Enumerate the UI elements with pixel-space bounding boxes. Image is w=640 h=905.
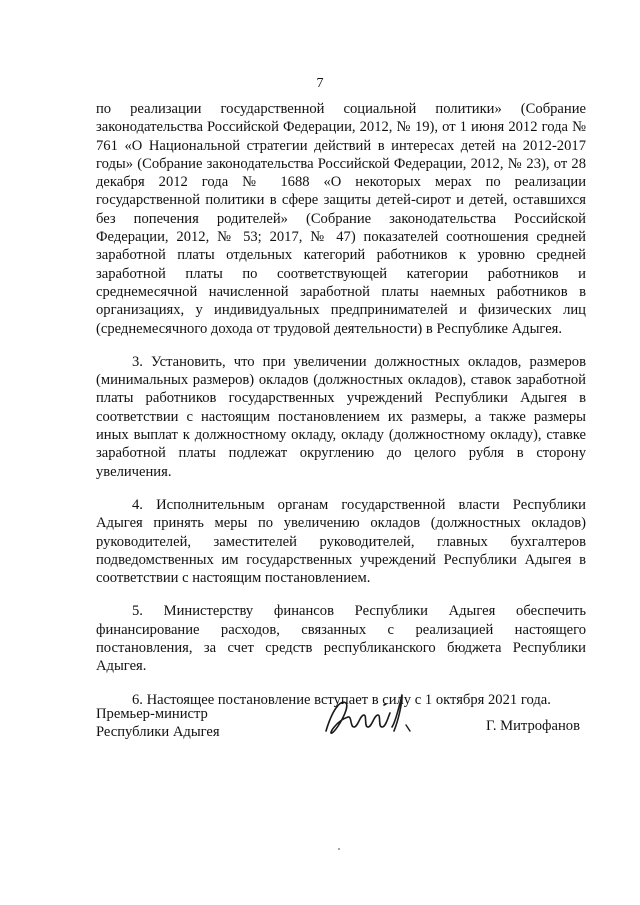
scan-mark bbox=[338, 848, 340, 850]
signatory-title-line-1: Премьер-министр bbox=[96, 706, 208, 722]
paragraph-continuation: по реализации государственной социальной политики» (Собрание законодательства Российской Федерации, 2012, № 19), от 1 июня 2012 года № 761 «О Национальной стратегии действий в интересах детей на 2012-2017 годы» (Собрание законодательства Российской Федерации, 2012, № 23), от 28 декабря 2012 года № 1688 «О некоторых мерах по реализации государственной политики в сфере защиты детей-сирот и детей, оставшихся без попечения родителей» (Собрание законодательства Российской Федерации, 2012, № 53; 2017, № 47) показателей соотношения средней заработной платы отдельных категорий работников к уровню средней заработной платы по соответствующей категории работников и среднемесячной начисленной заработной платы наемных работников в организациях, у индивидуальных предпринимателей и физических лиц (среднемесячного дохода от трудовой деятельности) в Республике Адыгея. bbox=[96, 101, 586, 337]
paragraph-5: 5. Министерству финансов Республики Адыгея обеспечить финансирование расходов, связанных с реализацией настоящего постановления, за счет средств республиканского бюджета Республики Адыгея. bbox=[96, 603, 586, 675]
signatory-title-line-2: Республики Адыгея bbox=[96, 724, 220, 740]
paragraph-6: 6. Настоящее постановление вступает в силу с 1 октября 2021 года. bbox=[132, 691, 551, 708]
paragraph-4: 4. Исполнительным органам государственной власти Республики Адыгея принять меры по увеличению окладов (должностных окладов) руководителей, заместителей руководителей, главных бухгалтеров подведомственных им государственных учреждений Республики Адыгея в соответствии с настоящим постановлением. bbox=[96, 496, 586, 587]
signature-block bbox=[96, 705, 586, 765]
paragraph-3: 3. Установить, что при увеличении должностных окладов, размеров (минимальных размеров) окладов (должностных окладов), ставок заработной платы работников государственных учреждений Республики Адыгея в соответствии с настоящим постановлением их размеры, а также размеры иных выплат к должностному окладу, окладу (должностному окладу), ставке заработной платы подлежат округлению до целого рубля в сторону увеличения. bbox=[96, 353, 586, 480]
page-number: 7 bbox=[316, 76, 324, 91]
document-body bbox=[96, 100, 586, 724]
handwritten-signature-icon bbox=[318, 691, 418, 745]
signatory-name: Г. Митрофанов bbox=[486, 718, 580, 734]
signatory-title bbox=[96, 705, 220, 741]
